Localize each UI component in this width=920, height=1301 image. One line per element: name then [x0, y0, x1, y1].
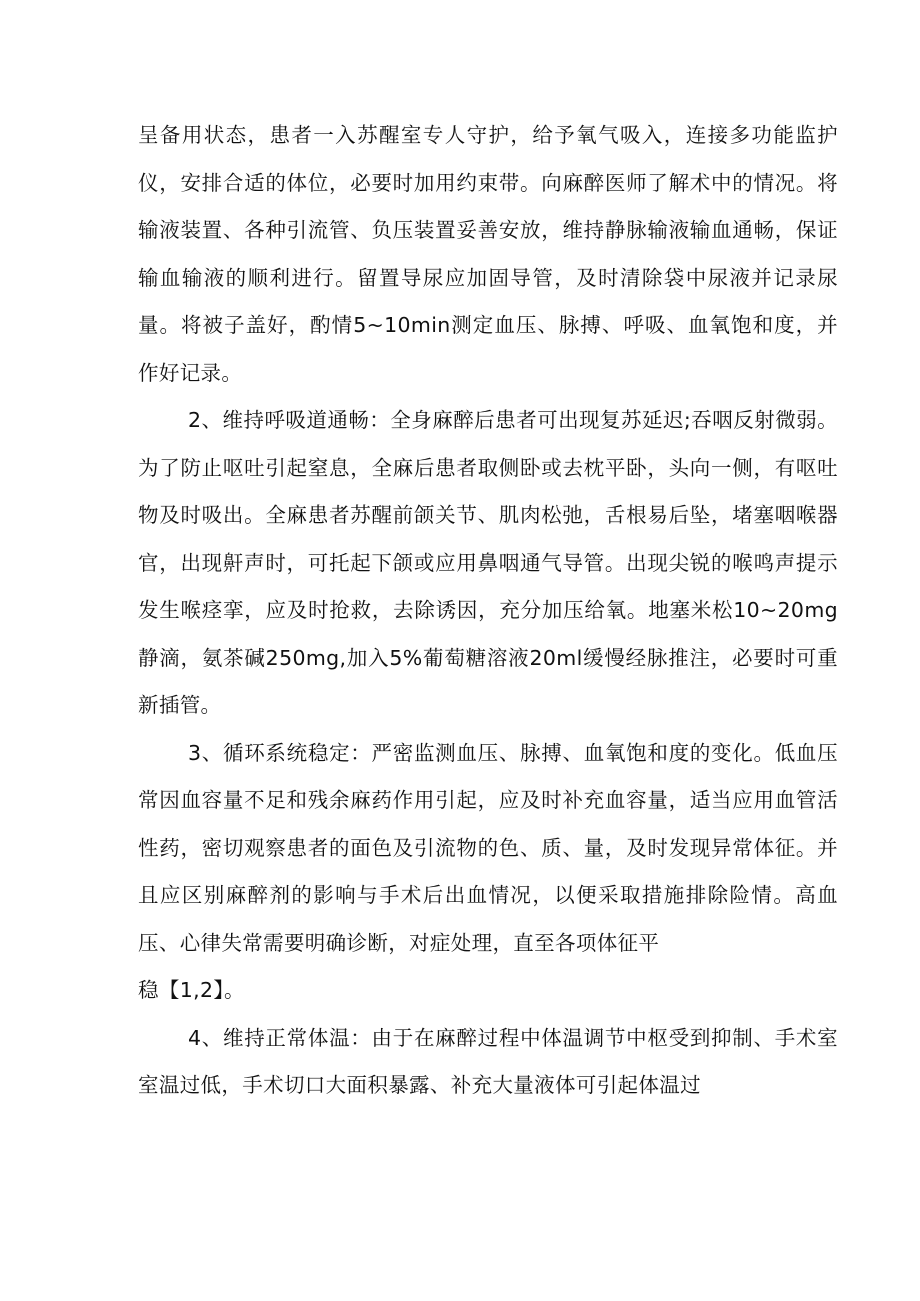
paragraph-post-op-care: 呈备用状态，患者一入苏醒室专人守护，给予氧气吸入，连接多功能监护仪，安排合适的体位，必要时加用约束带。向麻醉医师了解术中的情况。将输液装置、各种引流管、负压装置妥善安放，维持静脉输液输血通畅，保证输血输液的顺利进行。留置导尿应加固导管，及时清除袋中尿液并记录尿量。将被子盖好，酌情5~10min测定血压、脉搏、呼吸、血氧饱和度，并作好记录。 — [138, 123, 838, 385]
paragraph-temperature: 4、维持正常体温：由于在麻醉过程中体温调节中枢受到抑制、手术室室温过低，手术切口大面积暴露、补充大量液体可引起体温过 — [138, 1025, 838, 1097]
paragraph-circulation-end: 稳【1,2】。 — [138, 978, 245, 1002]
paragraph-circulation: 3、循环系统稳定：严密监测血压、脉搏、血氧饱和度的变化。低血压常因血容量不足和残余麻药作用引起，应及时补充血容量，适当应用血管活性药，密切观察患者的面色及引流物的色、质、量，及时发现异常体征。并且应区别麻醉剂的影响与手术后出血情况，以便采取措施排除险情。高血压、心律失常需要明确诊断，对症处理，直至各项体征平 — [138, 740, 838, 955]
paragraph-airway: 2、维持呼吸道通畅：全身麻醉后患者可出现复苏延迟;吞咽反射微弱。为了防止呕吐引起窒息，全麻后患者取侧卧或去枕平卧，头向一侧，有呕吐物及时吸出。全麻患者苏醒前颌关节、肌肉松弛，舌根易后坠，堵塞咽喉器官，出现鼾声时，可托起下颌或应用鼻咽通气导管。出现尖锐的喉鸣声提示发生喉痉挛，应及时抢救，去除诱因，充分加压给氧。地塞米松10~20mg静滴，氨茶碱250mg,加入5%葡萄糖溶液20ml缓慢经脉推注，必要时可重新插管。 — [138, 408, 838, 717]
document-body — [138, 112, 838, 1110]
